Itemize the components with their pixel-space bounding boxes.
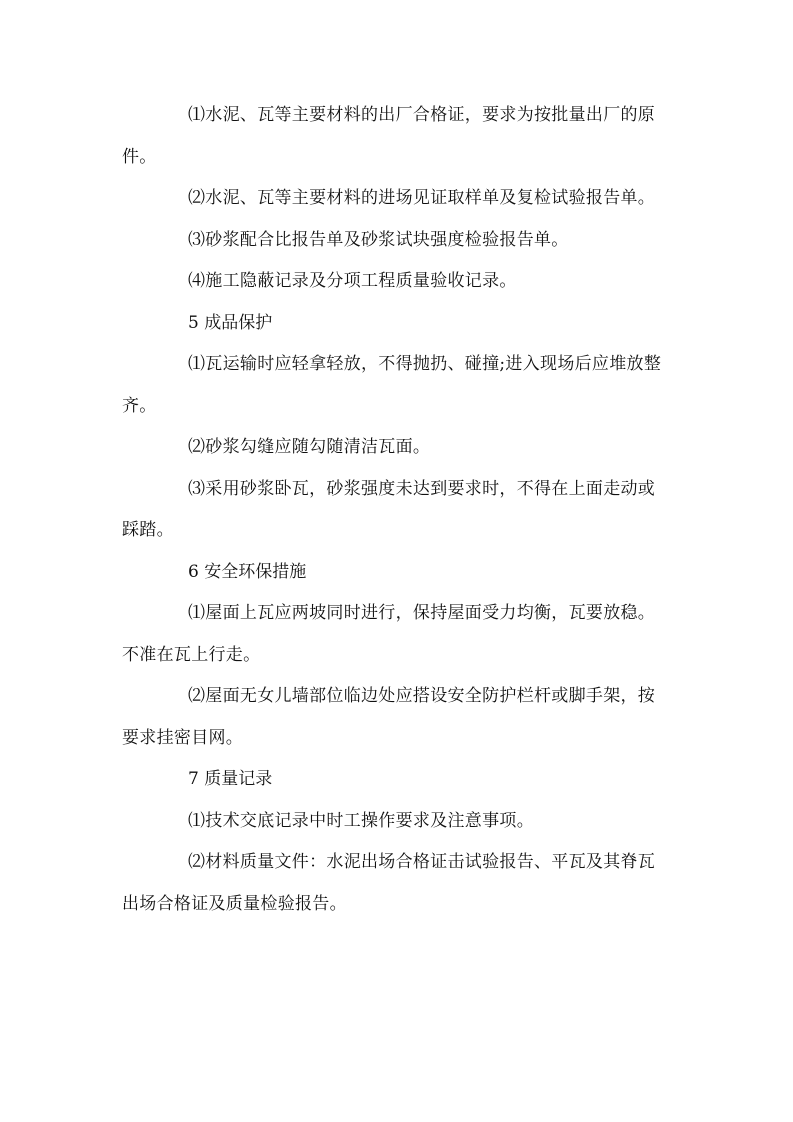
section-heading-quality-records: 7 质量记录 xyxy=(188,769,273,789)
paragraph-material-documents: ⑵材料质量文件：水泥出场合格证击试验报告、平瓦及其脊瓦出场合格证及质量检验报告。 xyxy=(122,852,656,914)
section-heading-product-protection: 5 成品保护 xyxy=(188,312,273,333)
paragraph-material-certificate: ⑴水泥、瓦等主要材料的出厂合格证，要求为按批量出厂的原件。 xyxy=(122,105,656,167)
paragraph-guardrail: ⑵屋面无女儿墙部位临边处应搭设安全防护栏杆或脚手架，按要求挂密目网。 xyxy=(122,686,656,748)
paragraph-technical-briefing: ⑴技术交底记录中时工操作要求及注意事项。 xyxy=(188,810,534,831)
paragraph-concealed-record: ⑷施工隐蔽记录及分项工程质量验收记录。 xyxy=(188,271,517,291)
paragraph-mortar-pointing: ⑵砂浆勾缝应随勾随清洁瓦面。 xyxy=(188,437,431,457)
paragraph-tile-transport: ⑴瓦运输时应轻拿轻放，不得抛扔、碰撞;进入现场后应堆放整齐。 xyxy=(122,354,662,416)
paragraph-mortar-report: ⑶砂浆配合比报告单及砂浆试块强度检验报告单。 xyxy=(188,229,569,250)
paragraph-mortar-strength: ⑶采用砂浆卧瓦，砂浆强度未达到要求时，不得在上面走动或踩踏。 xyxy=(122,478,656,540)
paragraph-sampling-report: ⑵水泥、瓦等主要材料的进场见证取样单及复检试验报告单。 xyxy=(188,188,656,208)
section-heading-safety-measures: 6 安全环保措施 xyxy=(188,561,307,582)
document-body xyxy=(122,95,670,925)
paragraph-roof-balance: ⑴屋面上瓦应两坡同时进行，保持屋面受力均衡，瓦要放稳。不准在瓦上行走。 xyxy=(122,603,656,665)
